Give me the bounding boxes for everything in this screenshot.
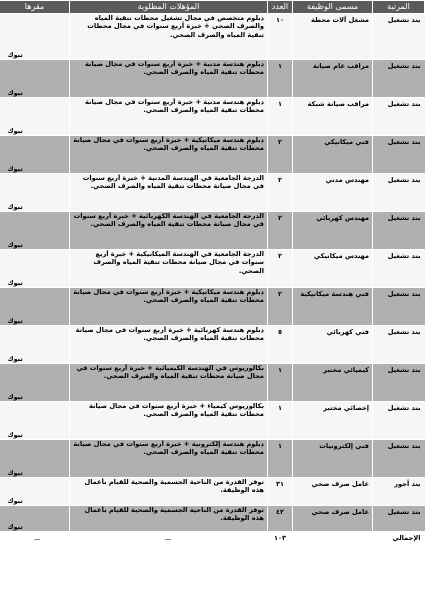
location-cell: تبوك — [0, 212, 70, 250]
count-cell: ١ — [268, 98, 293, 136]
title-cell: فني هندسة ميكانيكية — [293, 288, 373, 326]
header-title: مسمى الوظيفة — [293, 1, 373, 14]
count-cell: ١ — [268, 364, 293, 402]
title-cell: فني ميكانيكي — [293, 136, 373, 174]
quals-cell: دبلوم متخصص في مجال تشغيل محطات تنقية المياه والصرف الصحي + خبرة أربع سنوات في مجال محطات تنقية المياه والصرف الصحي. — [70, 14, 268, 60]
count-cell: ٥ — [268, 326, 293, 364]
location-cell: تبوك — [0, 250, 70, 288]
location-cell: تبوك — [0, 98, 70, 136]
total-title-empty — [293, 532, 373, 554]
location-cell: تبوك — [0, 60, 70, 98]
rank-cell: بند تشغيل — [373, 402, 425, 440]
rank-cell: بند تشغيل — [373, 136, 425, 174]
location-cell: تبوك — [0, 402, 70, 440]
table-row — [0, 402, 425, 440]
location-cell: تبوك — [0, 174, 70, 212]
quals-cell: دبلوم هندسة إلكترونية + خبرة أربع سنوات في مجال صيانة محطات تنقية المياه والصرف الصحي. — [70, 440, 268, 478]
rank-cell: بند تشغيل — [373, 250, 425, 288]
location-cell: تبوك — [0, 326, 70, 364]
title-cell: فني كهربائي — [293, 326, 373, 364]
title-cell: إخصائي مختبر — [293, 402, 373, 440]
header-location: مقرها — [0, 1, 70, 14]
rank-cell: بند تشغيل — [373, 326, 425, 364]
title-cell: كيميائي مختبر — [293, 364, 373, 402]
table-row — [0, 98, 425, 136]
count-cell: ١ — [268, 402, 293, 440]
rank-cell: بند تشغيل — [373, 14, 425, 60]
location-cell: تبوك — [0, 14, 70, 60]
total-count: ١٠٣ — [268, 532, 293, 554]
quals-cell: دبلوم هندسة ميكانيكية + خبرة أربع سنوات في مجال صيانة محطات تنقية المياه والصرف الصحي. — [70, 136, 268, 174]
location-cell: تبوك — [0, 506, 70, 532]
table-header-row — [0, 1, 425, 14]
rank-cell: بند أجور — [373, 478, 425, 506]
title-cell: مهندس ميكانيكي — [293, 250, 373, 288]
count-cell: ٢ — [268, 212, 293, 250]
table-row — [0, 250, 425, 288]
table-row — [0, 288, 425, 326]
count-cell: ٢ — [268, 250, 293, 288]
quals-cell: بكالوريوس كيمياء + خبرة أربع سنوات في مجال صيانة محطات تنقية المياه والصرف الصحي. — [70, 402, 268, 440]
quals-cell: توفر القدرة من الناحية الجسمية والصحية للقيام بأعمال هذه الوظيفة. — [70, 506, 268, 532]
quals-cell: دبلوم هندسة مدنية + خبرة أربع سنوات في مجال صيانة محطات تنقية المياه والصرف الصحي. — [70, 60, 268, 98]
quals-cell: الدرجة الجامعية في الهندسة المدنية + خبرة أربع سنوات في مجال صيانة محطات تنقية المياه والصرف الصحي. — [70, 174, 268, 212]
rank-cell: بند تشغيل — [373, 60, 425, 98]
rank-cell: بند تشغيل — [373, 364, 425, 402]
count-cell: ٢ — [268, 288, 293, 326]
quals-cell: بكالوريوس في الهندسة الكيميائية + خبرة أربع سنوات في مجال صيانة محطات تنقية المياه والصرف الصحي. — [70, 364, 268, 402]
title-cell: مراقب عام صيانة — [293, 60, 373, 98]
title-cell: عامل صرف صحي — [293, 478, 373, 506]
quals-cell: دبلوم هندسة ميكانيكية + خبرة أربع سنوات في مجال صيانة محطات تنقية المياه والصرف الصحي. — [70, 288, 268, 326]
total-label: الإجمالي — [373, 532, 425, 554]
rank-cell: بند تشغيل — [373, 174, 425, 212]
quals-cell: دبلوم هندسة كهربائية + خبرة أربع سنوات في مجال صيانة محطات تنقية المياه والصرف الصحي. — [70, 326, 268, 364]
table-row — [0, 478, 425, 506]
header-count: العدد — [268, 1, 293, 14]
header-rank: المرتبة — [373, 1, 425, 14]
count-cell: ٤٢ — [268, 506, 293, 532]
total-quals-dash — [70, 532, 268, 554]
quals-cell: توفر القدرة من الناحية الجسمية والصحية للقيام بأعمال هذه الوظيفة. — [70, 478, 268, 506]
title-cell: مراقب صيانة شبكة — [293, 98, 373, 136]
count-cell: ٣١ — [268, 478, 293, 506]
location-cell: تبوك — [0, 288, 70, 326]
table-row — [0, 326, 425, 364]
location-cell: تبوك — [0, 440, 70, 478]
title-cell: مشغل آلات محطة — [293, 14, 373, 60]
table-row — [0, 364, 425, 402]
table-row — [0, 440, 425, 478]
quals-cell: الدرجة الجامعية في الهندسة الكهربائية + خبرة أربع سنوات في مجال صيانة محطات تنقية المياه والصرف الصحي. — [70, 212, 268, 250]
location-cell: تبوك — [0, 478, 70, 506]
count-cell: ٢ — [268, 136, 293, 174]
rank-cell: بند تشغيل — [373, 440, 425, 478]
table-row — [0, 136, 425, 174]
table-row — [0, 60, 425, 98]
total-row — [0, 532, 425, 554]
rank-cell: بند تشغيل — [373, 98, 425, 136]
location-dash: ـــ — [34, 534, 41, 542]
rank-cell: بند تشغيل — [373, 212, 425, 250]
header-quals: المؤهلات المطلوبة — [70, 1, 268, 14]
rank-cell: بند تشغيل — [373, 288, 425, 326]
quals-cell: الدرجة الجامعية في الهندسة الميكانيكية + خبرة أربع سنوات في مجال صيانة محطات تنقية المياه والصرف الصحي. — [70, 250, 268, 288]
table-row — [0, 174, 425, 212]
title-cell: عامل صرف صحي — [293, 506, 373, 532]
count-cell: ٢ — [268, 174, 293, 212]
table-row — [0, 212, 425, 250]
location-cell: تبوك — [0, 136, 70, 174]
title-cell: مهندس مدني — [293, 174, 373, 212]
table-row — [0, 506, 425, 532]
title-cell: فني إلكترونيات — [293, 440, 373, 478]
count-cell: ١ — [268, 440, 293, 478]
location-cell: تبوك — [0, 364, 70, 402]
quals-cell: دبلوم هندسة مدنية + خبرة أربع سنوات في مجال صيانة محطات تنقية المياه والصرف الصحي. — [70, 98, 268, 136]
title-cell: مهندس كهربائي — [293, 212, 373, 250]
quals-dash: ـــ — [165, 534, 171, 542]
total-location-dash — [0, 532, 70, 554]
count-cell: ١ — [268, 60, 293, 98]
table-row — [0, 14, 425, 60]
rank-cell: بند تشغيل — [373, 506, 425, 532]
count-cell: ١٠ — [268, 14, 293, 60]
